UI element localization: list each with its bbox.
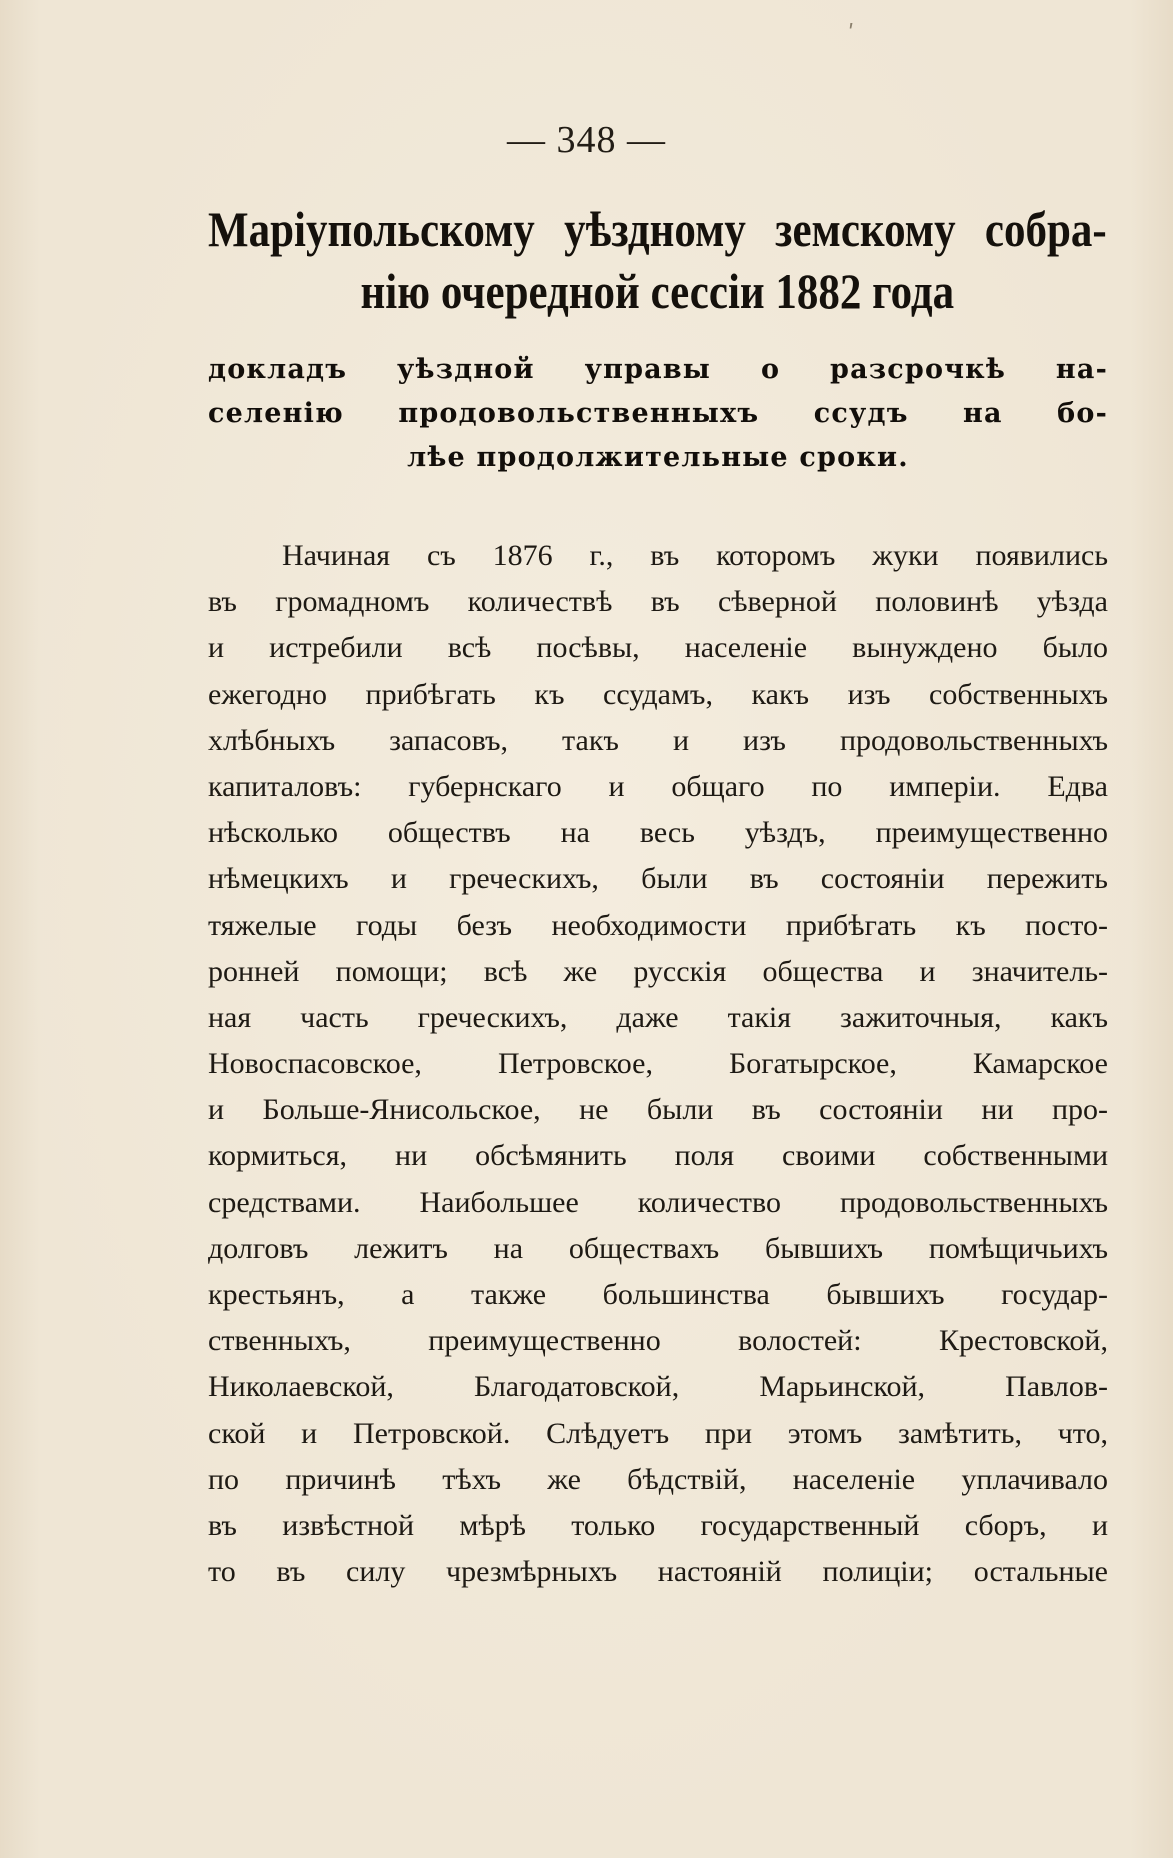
- body-line: капиталовъ: губернскаго и общаго по имперіи. Едва: [208, 769, 1108, 803]
- section-subtitle: [208, 348, 1108, 480]
- body-line: кормиться, ни обсѣмянить поля своими собственными: [208, 1139, 1108, 1173]
- body-line: нѣсколько обществъ на весь уѣздъ, преимущественно: [208, 816, 1108, 850]
- body-line: ежегодно прибѣгать къ ссудамъ, какъ изъ собственныхъ: [208, 677, 1108, 711]
- body-line: по причинѣ тѣхъ же бѣдствій, населеніе уплачивало: [208, 1462, 1108, 1496]
- page-number: — 348 —: [507, 119, 666, 161]
- section-title-line-2: нію очередной сессіи 1882 года: [360, 263, 955, 319]
- body-paragraph: [208, 533, 1108, 1595]
- body-line: Начиная съ 1876 г., въ которомъ жуки появились: [282, 539, 1108, 572]
- body-line: долговъ лежитъ на обществахъ бывшихъ помѣщичьихъ: [208, 1231, 1108, 1265]
- subtitle-line-3: лѣе продолжительные сроки.: [407, 442, 909, 473]
- section-title: [208, 198, 1107, 322]
- subtitle-line-2: селенію продовольственныхъ ссудъ на бо-: [208, 398, 1108, 429]
- subtitle-line-1: докладъ уѣздной управы о разсрочкѣ на-: [208, 354, 1108, 385]
- body-line: тяжелые годы безъ необходимости прибѣгать къ посто-: [208, 908, 1108, 942]
- body-line: хлѣбныхъ запасовъ, такъ и изъ продовольственныхъ: [208, 723, 1108, 757]
- body-line: средствами. Наибольшее количество продовольственныхъ: [208, 1185, 1108, 1219]
- body-line: Новоспасовское, Петровское, Богатырское, Камарское: [208, 1047, 1108, 1081]
- body-line: и Больше-Янисольское, не были въ состояніи ни про-: [208, 1093, 1108, 1127]
- body-line: и истребили всѣ посѣвы, населеніе вынуждено было: [208, 631, 1108, 665]
- body-line: нѣмецкихъ и греческихъ, были въ состояніи пережить: [208, 862, 1108, 896]
- stray-mark: ʹ: [848, 22, 855, 47]
- body-line: въ извѣстной мѣрѣ только государственный сборъ, и: [208, 1508, 1108, 1542]
- body-line: въ громадномъ количествѣ въ сѣверной половинѣ уѣзда: [208, 585, 1108, 619]
- body-line: ная часть греческихъ, даже такія зажиточныя, какъ: [208, 1000, 1108, 1034]
- body-line: крестьянъ, а также большинства бывшихъ государ-: [208, 1278, 1108, 1311]
- section-title-line-1: Маріупольскому уѣздному земскому собра-: [208, 201, 1107, 257]
- body-line: ственныхъ, преимущественно волостей: Крестовской,: [208, 1324, 1108, 1358]
- body-line: Николаевской, Благодатовской, Марьинской, Павлов-: [208, 1370, 1108, 1404]
- body-line: ской и Петровской. Слѣдуетъ при этомъ замѣтить, что,: [208, 1416, 1108, 1450]
- body-line: то въ силу чрезмѣрныхъ настояній полиціи; остальные: [208, 1555, 1108, 1589]
- body-line: ронней помощи; всѣ же русскія общества и значитель-: [208, 954, 1108, 988]
